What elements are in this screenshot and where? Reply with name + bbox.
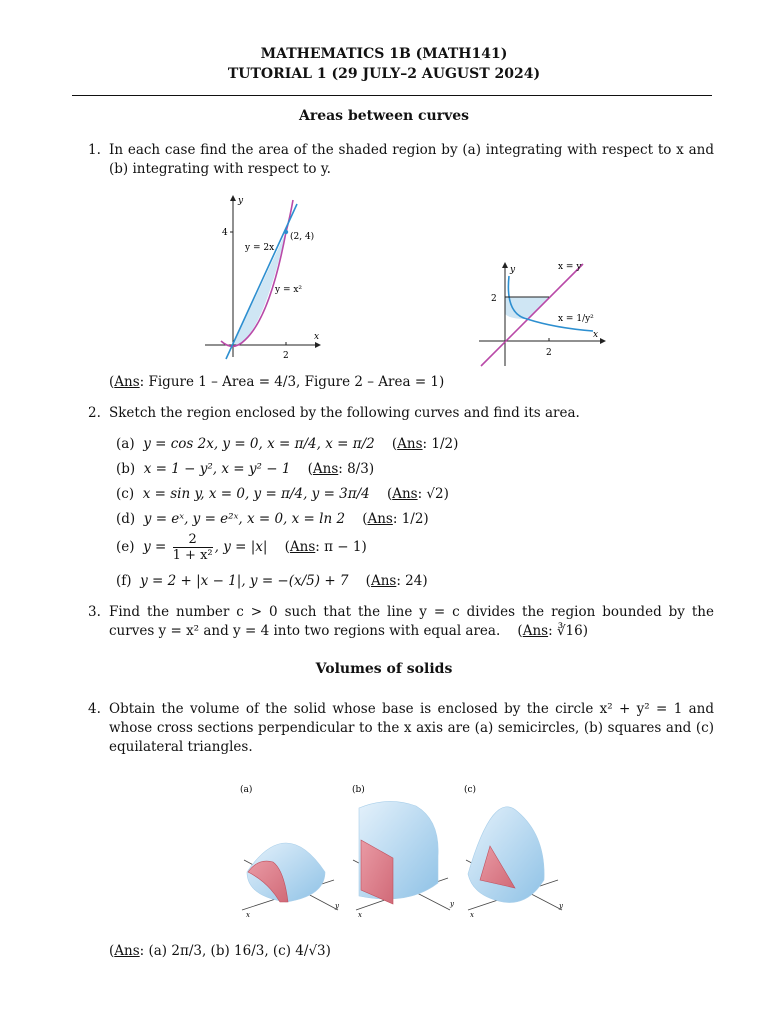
solid-a-semicircles bbox=[240, 784, 340, 919]
question-3: 3. Find the number c > 0 such that the line y = c divides the region bounded by the curves y = x² and y = 4 into two regions with equal area. (Ans: ∛16) bbox=[88, 604, 714, 639]
fig1-line-label: y = 2x bbox=[245, 243, 275, 253]
question-text: Obtain the volume of the solid whose base is enclosed by the circle x² + y² = 1 and whose cross sections perpendicular to the x axis are (a) semicircles, (b) squares and (c) equilateral triangles. bbox=[109, 701, 714, 755]
course-title: MATHEMATICS 1B (MATH141) bbox=[260, 46, 508, 62]
section-title-areas: Areas between curves bbox=[298, 108, 470, 124]
line-y-2x bbox=[226, 204, 297, 359]
svg-text:y: y bbox=[559, 902, 563, 910]
fig2-y-label: y bbox=[510, 265, 516, 275]
volume-figures bbox=[228, 778, 573, 923]
svg-text:x: x bbox=[246, 911, 250, 919]
q2-item-a: (a) y = cos 2x, y = 0, x = π/4, x = π/2 (Ans: 1/2) bbox=[116, 436, 459, 452]
q2-item-f: (f) y = 2 + |x − 1|, y = −(x/5) + 7 (Ans: 24) bbox=[116, 573, 428, 589]
question-2 bbox=[90, 404, 714, 423]
fig1-y-tick: 4 bbox=[222, 228, 228, 238]
figure-2 bbox=[475, 256, 610, 371]
figure-1 bbox=[200, 192, 330, 362]
q3-answer: : ∛16) bbox=[548, 623, 588, 639]
tutorial-title: TUTORIAL 1 (29 JULY–2 AUGUST 2024) bbox=[227, 66, 541, 82]
fig-label-b: (b) bbox=[352, 785, 365, 795]
q2-item-c: (c) x = sin y, x = 0, y = π/4, y = 3π/4 (Ans: √2) bbox=[116, 486, 449, 502]
fig1-x-label: x bbox=[314, 332, 320, 342]
document-header bbox=[0, 44, 768, 84]
question-number: 1. bbox=[88, 142, 101, 158]
question-number: 4. bbox=[88, 701, 101, 717]
fig2-curve-label: x = 1/y² bbox=[558, 314, 594, 324]
solid-c-triangles bbox=[464, 784, 564, 919]
fraction: $\frac{2}{\text{1 + x²}}$ bbox=[172, 532, 213, 563]
shaded-region-2 bbox=[505, 297, 549, 319]
fig-label-a: (a) bbox=[240, 785, 253, 795]
question-text: Sketch the region enclosed by the following curves and find its area. bbox=[109, 405, 580, 421]
fig1-y-label: y bbox=[238, 196, 244, 206]
svg-text:x: x bbox=[358, 911, 362, 919]
solid-b-squares bbox=[352, 784, 455, 919]
parabola-curve bbox=[221, 200, 293, 346]
q2-item-d: (d) y = eˣ, y = e²ˣ, x = 0, x = ln 2 (Ans: 1/2) bbox=[116, 511, 429, 527]
fig-label-c: (c) bbox=[464, 785, 477, 795]
fig2-line-label: x = y bbox=[558, 262, 582, 272]
svg-text:x: x bbox=[470, 911, 474, 919]
question-text: In each case find the area of the shaded region by (a) integrating with respect to x and (b) integrating with respect to y. bbox=[109, 142, 714, 177]
question-text: Find the number c > 0 such that the line y = c divides the region bounded by the curves y = x² and y = 4 into two regions with equal area. bbox=[109, 604, 714, 639]
fig2-y-tick: 2 bbox=[491, 294, 497, 304]
svg-text:y: y bbox=[450, 900, 454, 908]
q4-answer: (Ans: (a) 2π/3, (b) 16/3, (c) 4/√3) bbox=[109, 943, 331, 959]
fig2-x-tick: 2 bbox=[546, 348, 552, 358]
ans-word: Ans bbox=[114, 374, 140, 390]
fig2-x-label: x bbox=[593, 330, 599, 340]
intersection-point bbox=[284, 230, 288, 234]
fig1-point-label: (2, 4) bbox=[290, 232, 315, 242]
fig1-x-tick: 2 bbox=[283, 351, 289, 361]
svg-text:y: y bbox=[335, 902, 339, 910]
fig1-curve-label: y = x² bbox=[275, 285, 303, 295]
section-title-volumes: Volumes of solids bbox=[315, 661, 453, 677]
question-number: 3. bbox=[88, 604, 101, 620]
q2-item-b: (b) x = 1 − y², x = y² − 1 (Ans: 8/3) bbox=[116, 461, 375, 477]
q2-item-e: (e) y = $\frac{2}{\text{1 + x²}}$ , y = |x| (Ans: π − 1) bbox=[116, 532, 367, 563]
q1-answer: (Ans: Figure 1 – Area = 4/3, Figure 2 – Area = 1) bbox=[109, 374, 445, 390]
header-rule bbox=[72, 95, 712, 96]
question-number: 2. bbox=[88, 405, 101, 421]
ans-text: : Figure 1 – Area = 4/3, Figure 2 – Area = 1) bbox=[139, 374, 445, 390]
question-1 bbox=[90, 141, 714, 179]
question-4 bbox=[90, 700, 714, 757]
